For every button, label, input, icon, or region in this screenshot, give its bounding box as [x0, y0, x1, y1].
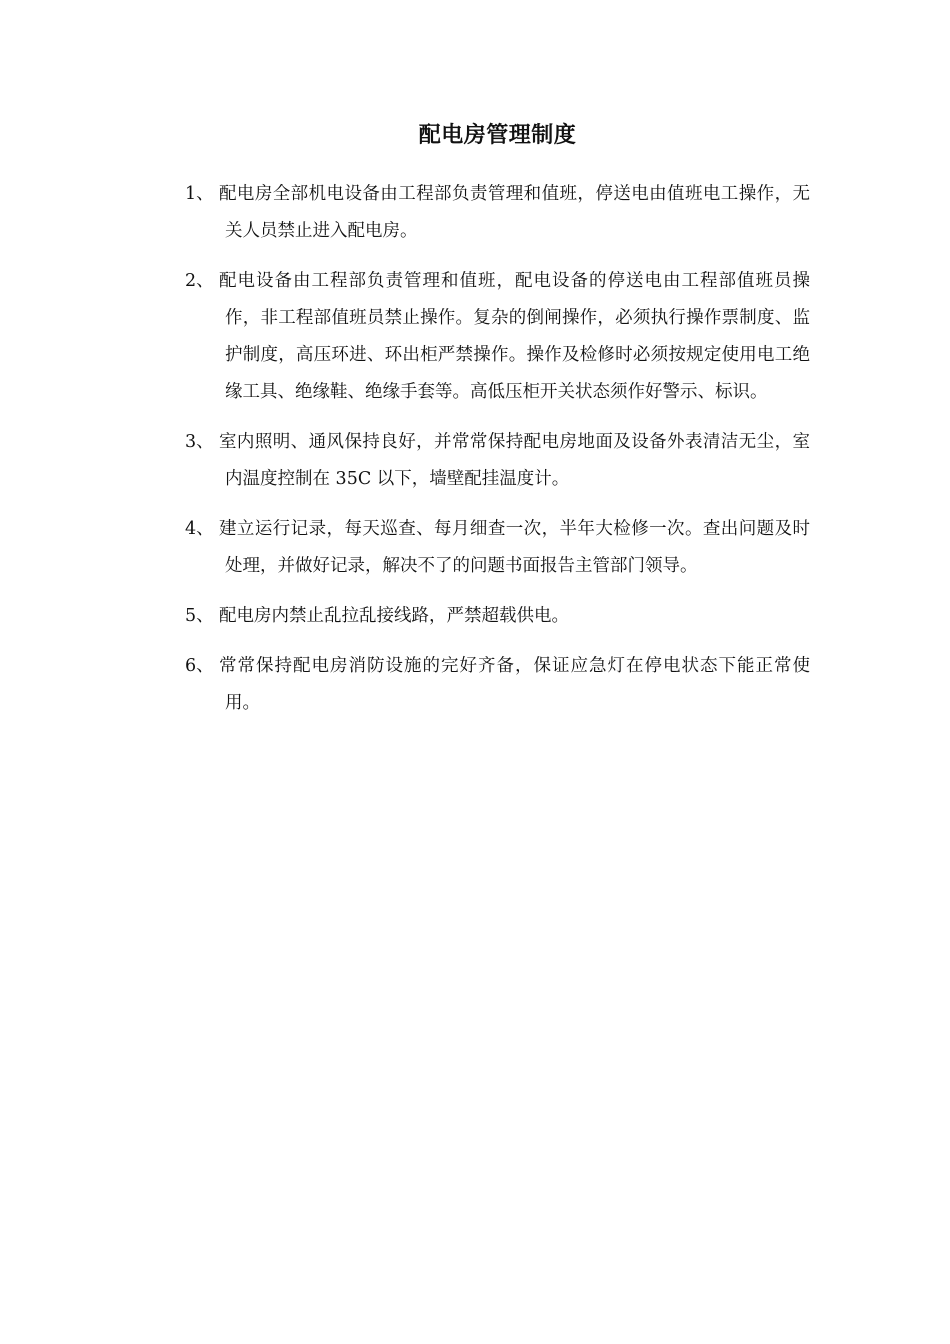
rule-number: 5、	[185, 606, 214, 626]
rule-item-5	[185, 598, 810, 635]
rule-item-1	[185, 176, 810, 250]
document-title: 配电房管理制度	[418, 122, 577, 148]
rule-text: 室内照明、通风保持良好，并常常保持配电房地面及设备外表清洁无尘，室内温度控制在 35C 以下，墙壁配挂温度计。	[219, 432, 810, 489]
rule-item-6	[185, 648, 810, 722]
rule-number: 2、	[185, 271, 214, 291]
rule-item-3	[185, 424, 810, 498]
rule-text: 配电房内禁止乱拉乱接线路，严禁超载供电。	[219, 606, 569, 626]
rule-text: 配电房全部机电设备由工程部负责管理和值班，停送电由值班电工操作，无关人员禁止进入配电房。	[219, 184, 810, 241]
rule-number: 4、	[185, 519, 214, 539]
rule-item-4	[185, 511, 810, 585]
rules-list	[185, 176, 810, 735]
rule-text: 建立运行记录，每天巡查、每月细查一次，半年大检修一次。查出问题及时处理，并做好记录，解决不了的问题书面报告主管部门领导。	[219, 519, 810, 576]
rule-text: 配电设备由工程部负责管理和值班，配电设备的停送电由工程部值班员操作，非工程部值班员禁止操作。复杂的倒闸操作，必须执行操作票制度、监护制度，高压环进、环出柜严禁操作。操作及检修时必须按规定使用电工绝缘工具、绝缘鞋、绝缘手套等。高低压柜开关状态须作好警示、标识。	[219, 271, 810, 402]
rule-number: 6、	[185, 656, 214, 676]
rule-number: 3、	[185, 432, 214, 452]
rule-number: 1、	[185, 184, 214, 204]
rule-item-2	[185, 263, 810, 411]
rule-text: 常常保持配电房消防设施的完好齐备，保证应急灯在停电状态下能正常使用。	[219, 656, 810, 713]
